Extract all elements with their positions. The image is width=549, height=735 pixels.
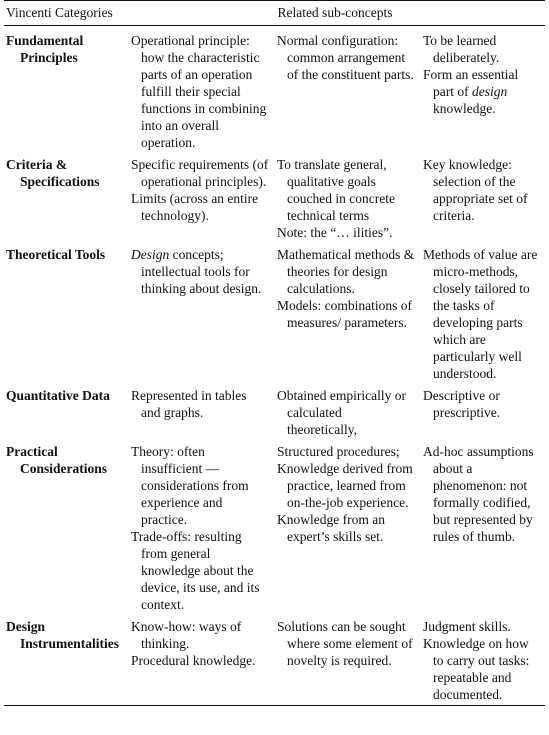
category-label: Fundamental Principles bbox=[6, 33, 84, 65]
category-cell bbox=[4, 384, 129, 440]
category-cell bbox=[4, 440, 129, 615]
subconcept-item: Procedural knowledge. bbox=[131, 653, 256, 668]
subconcept-cell bbox=[129, 615, 275, 706]
subconcept-cell bbox=[421, 384, 545, 440]
subconcept-item: Mathematical methods & theories for design calculations. bbox=[277, 247, 415, 296]
subconcept-cell bbox=[129, 384, 275, 440]
table-row bbox=[4, 26, 545, 154]
subconcept-cell bbox=[421, 440, 545, 615]
subconcept-cell bbox=[129, 440, 275, 615]
subconcept-item: Know-how: ways of thinking. bbox=[131, 619, 242, 651]
subconcept-cell bbox=[275, 153, 421, 243]
subconcept-cell bbox=[421, 26, 545, 154]
subconcept-cell bbox=[275, 384, 421, 440]
subconcept-item: Form an essential part of design knowledge. bbox=[423, 67, 519, 116]
table-row bbox=[4, 440, 545, 615]
subconcept-cell bbox=[275, 243, 421, 384]
subconcept-item: Obtained empirically or calculated theoretically, bbox=[277, 388, 406, 437]
category-label: Theoretical Tools bbox=[6, 247, 106, 262]
table-row bbox=[4, 153, 545, 243]
category-cell bbox=[4, 615, 129, 706]
category-label: Practical Considerations bbox=[6, 444, 108, 476]
vincenti-table bbox=[4, 0, 545, 706]
subconcept-cell bbox=[129, 153, 275, 243]
subconcept-item: Theory: often insufficient — considerations from experience and practice. bbox=[131, 444, 249, 527]
subconcept-item: Models: combinations of measures/ parameters. bbox=[277, 298, 412, 330]
subconcept-item: Descriptive or prescriptive. bbox=[423, 388, 501, 420]
subconcept-cell bbox=[129, 26, 275, 154]
category-cell bbox=[4, 26, 129, 154]
table-row bbox=[4, 615, 545, 706]
subconcept-item: Note: the “… ilities”. bbox=[277, 225, 393, 240]
subconcept-item: Structured procedures; bbox=[277, 444, 400, 459]
header-related-subconcepts: Related sub-concepts bbox=[277, 5, 393, 20]
subconcept-item: Design concepts; intellectual tools for thinking about design. bbox=[131, 247, 262, 296]
category-cell bbox=[4, 153, 129, 243]
subconcept-cell bbox=[129, 243, 275, 384]
subconcept-item: Normal configuration: common arrangement of the constituent parts. bbox=[277, 33, 414, 82]
subconcept-item: Knowledge on how to carry out tasks: repeatable and documented. bbox=[423, 636, 530, 702]
category-label: Criteria & Specifications bbox=[6, 157, 100, 189]
subconcept-item: Knowledge from an expert’s skills set. bbox=[277, 512, 385, 544]
subconcept-item: Limits (across an entire technology). bbox=[131, 191, 259, 223]
table-row bbox=[4, 384, 545, 440]
subconcept-cell bbox=[275, 26, 421, 154]
subconcept-item: Specific requirements (of operational principles). bbox=[131, 157, 269, 189]
category-label: Quantitative Data bbox=[6, 388, 110, 403]
category-label: Design Instrumentalities bbox=[6, 619, 119, 651]
subconcept-cell bbox=[275, 615, 421, 706]
subconcept-cell bbox=[421, 243, 545, 384]
subconcept-item: Judgment skills. bbox=[423, 619, 511, 634]
table-row bbox=[4, 243, 545, 384]
table-header-row bbox=[4, 1, 545, 26]
subconcept-cell bbox=[421, 153, 545, 243]
category-cell bbox=[4, 243, 129, 384]
subconcept-item: Knowledge derived from practice, learned from on-the-job experience. bbox=[277, 461, 413, 510]
subconcept-cell bbox=[421, 615, 545, 706]
subconcept-item: To translate general, qualitative goals couched in concrete technical terms bbox=[277, 157, 395, 223]
subconcept-item: Operational principle: how the characteristic parts of an operation fulfill their special functions in combining into an overall operation. bbox=[131, 33, 267, 150]
subconcept-item: Methods of value are micro-methods, closely tailored to the tasks of developing parts which are particularly well understood. bbox=[423, 247, 538, 381]
table-body bbox=[4, 26, 545, 706]
subconcept-cell bbox=[275, 440, 421, 615]
subconcept-item: Represented in tables and graphs. bbox=[131, 388, 247, 420]
header-vincenti-categories: Vincenti Categories bbox=[6, 5, 113, 20]
subconcept-item: Solutions can be sought where some element of novelty is required. bbox=[277, 619, 413, 668]
subconcept-item: To be learned deliberately. bbox=[423, 33, 500, 65]
subconcept-item: Key knowledge: selection of the appropriate set of criteria. bbox=[423, 157, 528, 223]
subconcept-item: Ad-hoc assumptions about a phenomenon: not formally codified, but represented by rules of thumb. bbox=[423, 444, 534, 544]
subconcept-item: Trade-offs: resulting from general knowledge about the device, its use, and its context. bbox=[131, 529, 260, 612]
